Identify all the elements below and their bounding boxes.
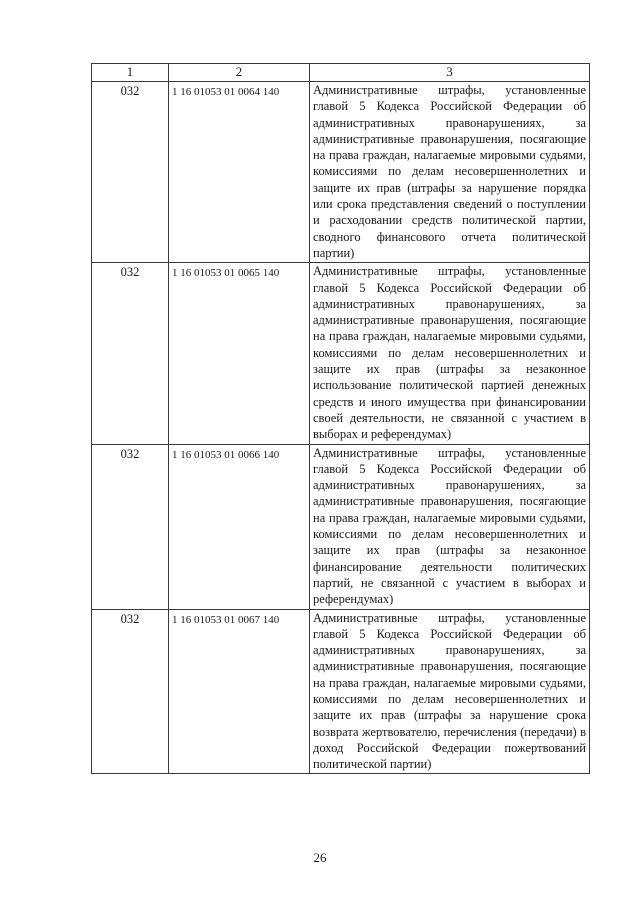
- budget-code-table: [91, 63, 590, 774]
- admin-code-cell: 032: [92, 609, 169, 774]
- revenue-description-cell: Административные штрафы, установленные главой 5 Кодекса Российской Федерации об административных правонарушениях, за административные правонарушения, посягающие на права граждан, налагаемые мировыми судьями, комиссиями по делам несовершеннолетних и защите их прав (штрафы за незаконное финансирование деятельности политических партий, не связанной с участием в выборах и референдумах): [310, 444, 590, 609]
- admin-code-cell: 032: [92, 263, 169, 444]
- budget-classification-code-cell: 1 16 01053 01 0065 140: [169, 263, 310, 444]
- budget-classification-code-cell: 1 16 01053 01 0066 140: [169, 444, 310, 609]
- page-number: 26: [313, 850, 327, 865]
- admin-code-cell: 032: [92, 444, 169, 609]
- admin-code-cell: 032: [92, 82, 169, 263]
- column-header-3: 3: [310, 64, 590, 82]
- table-header-row: [92, 64, 590, 82]
- revenue-description-cell: Административные штрафы, установленные главой 5 Кодекса Российской Федерации об административных правонарушениях, за административные правонарушения, посягающие на права граждан, налагаемые мировыми судьями, комиссиями по делам несовершеннолетних и защите их прав (штрафы за незаконное использование политической партией денежных средств и иного имущества при финансировании своей деятельности, не связанной с участием в выборах и референдумах): [310, 263, 590, 444]
- revenue-description-cell: Административные штрафы, установленные главой 5 Кодекса Российской Федерации об административных правонарушениях, за административные правонарушения, посягающие на права граждан, налагаемые мировыми судьями, комиссиями по делам несовершеннолетних и защите их прав (штрафы за нарушение порядка или срока представления сведений о поступлении и расходовании средств политической партии, сводного финансового отчета политической партии): [310, 82, 590, 263]
- budget-classification-code-cell: 1 16 01053 01 0067 140: [169, 609, 310, 774]
- table-row: [92, 263, 590, 444]
- column-header-2: 2: [169, 64, 310, 82]
- column-header-1: 1: [92, 64, 169, 82]
- budget-classification-code-cell: 1 16 01053 01 0064 140: [169, 82, 310, 263]
- table-row: [92, 609, 590, 774]
- revenue-description-cell: Административные штрафы, установленные главой 5 Кодекса Российской Федерации об административных правонарушениях, за административные правонарушения, посягающие на права граждан, налагаемые мировыми судьями, комиссиями по делам несовершеннолетних и защите их прав (штрафы за нарушение срока возврата жертвователю, перечисления (передачи) в доход Российской Федерации пожертвований политической партии): [310, 609, 590, 774]
- table-row: [92, 444, 590, 609]
- table-row: [92, 82, 590, 263]
